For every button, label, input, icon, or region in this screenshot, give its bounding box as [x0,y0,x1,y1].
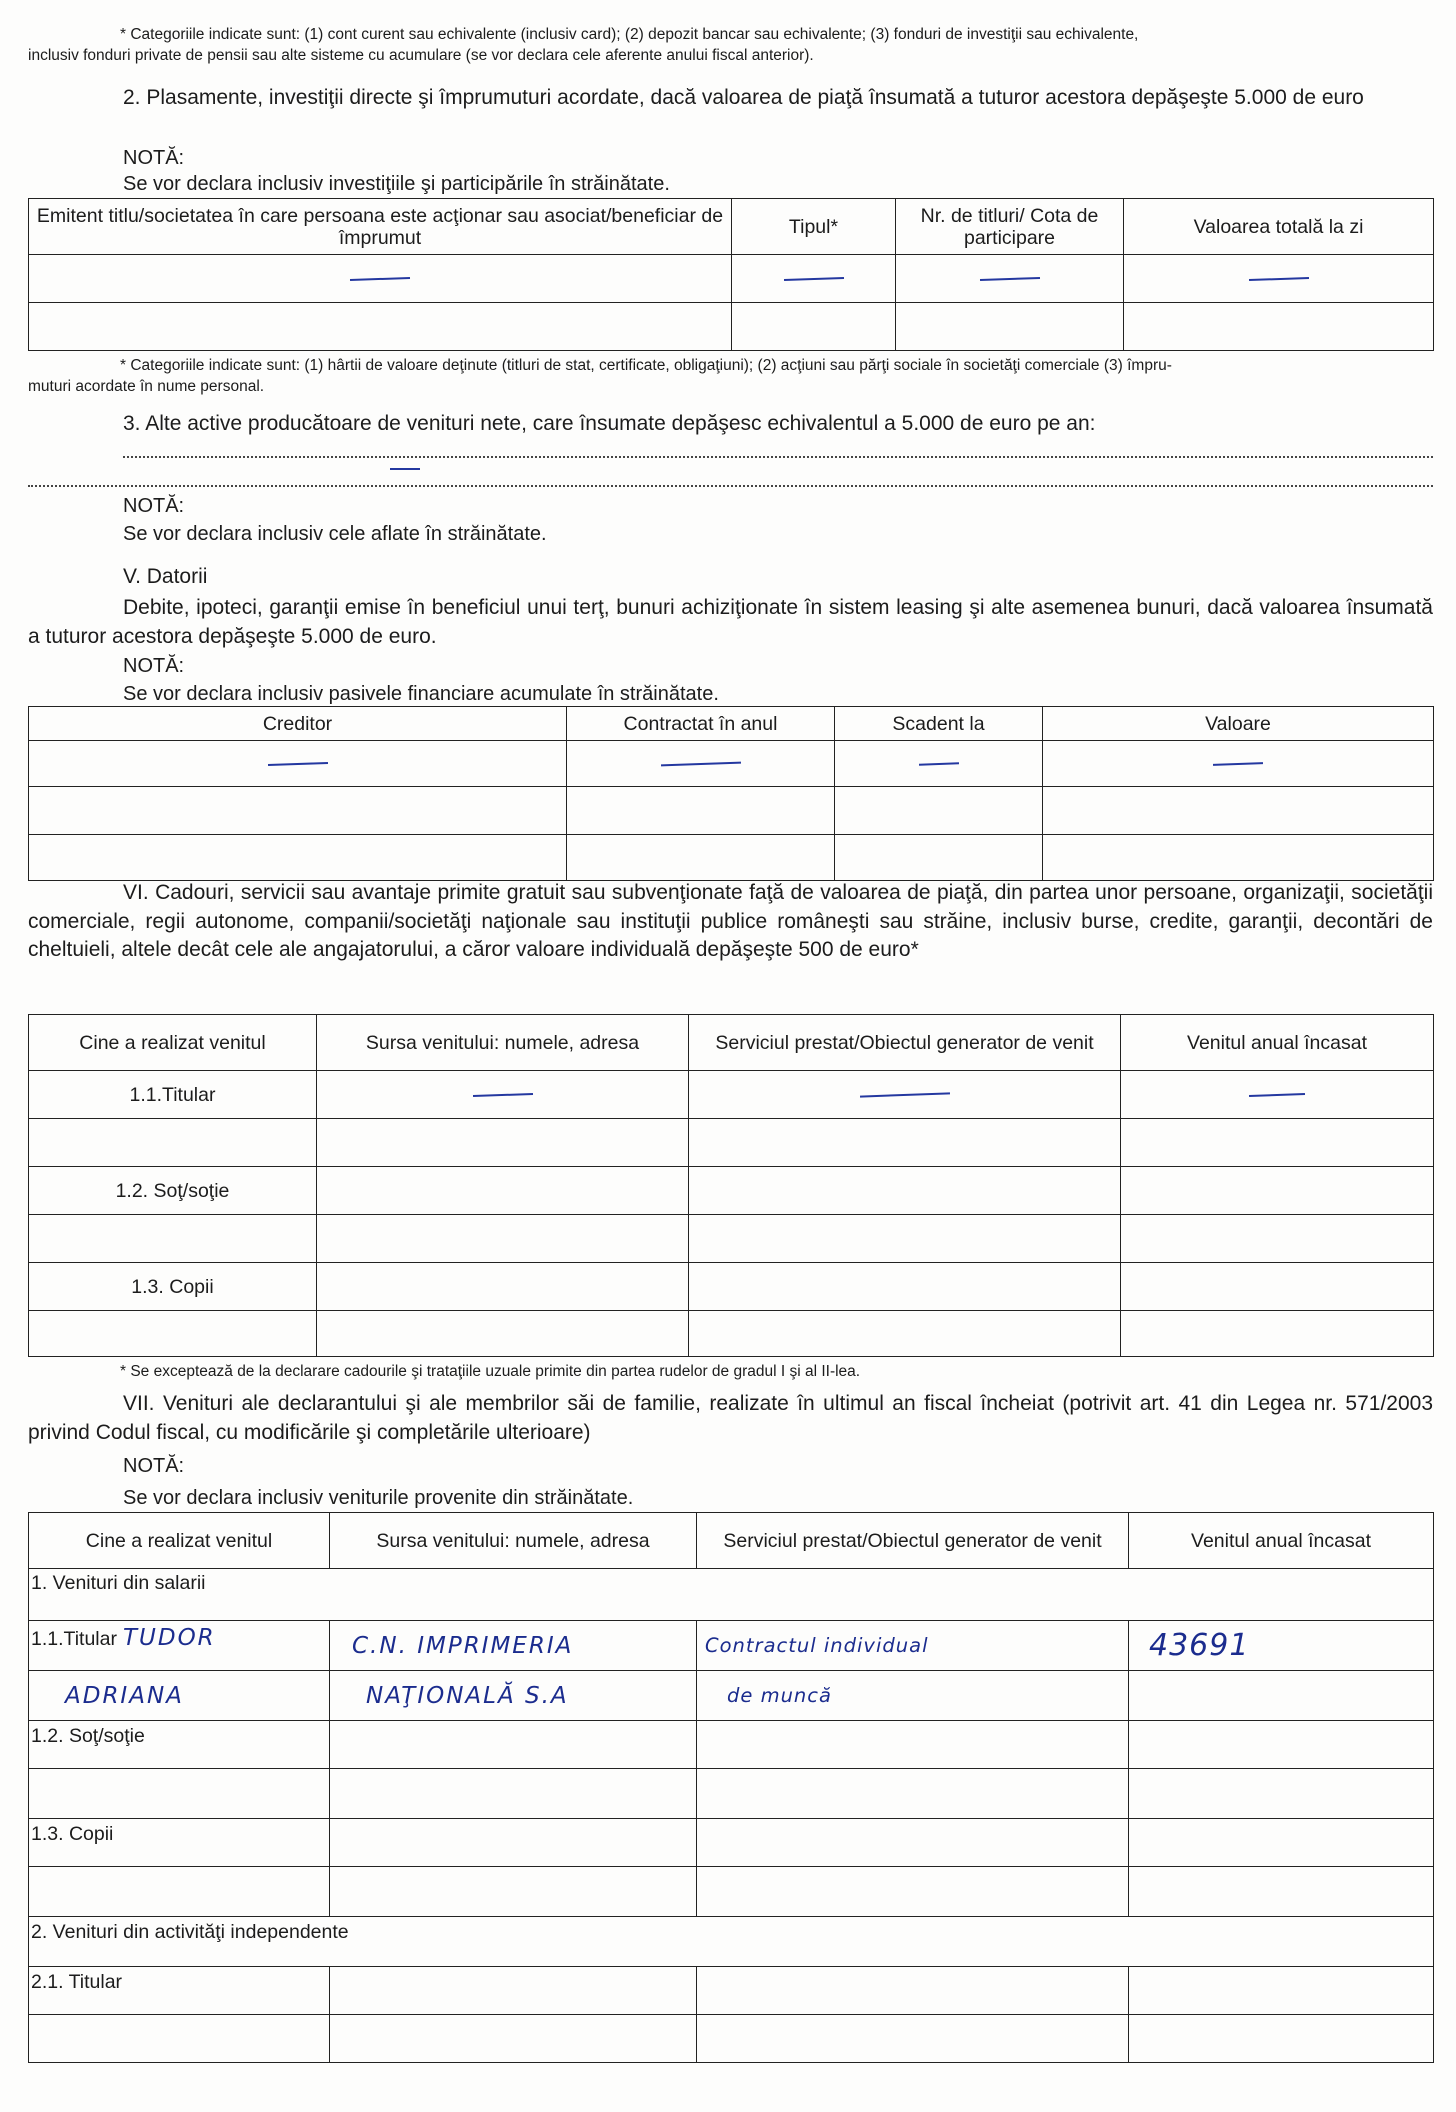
table-cell [330,2015,697,2063]
footnote-iv1-line1: * Categoriile indicate sunt: (1) cont curent sau echivalente (inclusiv card); (2) depozit bancar sau echivalente; (3) fonduri de investiţii sau echivalente, [120,26,1139,43]
section-iv2-nota-label: NOTĂ: [123,147,185,169]
handwritten-income: 43691 [1129,1621,1434,1671]
investments-header-issuer: Emitent titlu/societatea în care persoana este acţionar sau asociat/beneficiar de împrumut [29,199,732,255]
table-cell [1129,1967,1434,2015]
table-cell [835,835,1043,881]
handwritten-dash [1248,277,1308,281]
table-cell [29,1867,330,1917]
section-vii-nota-text: Se vor declara inclusiv veniturile provenite din străinătate. [123,1487,634,1509]
table-cell [697,1867,1129,1917]
handwritten-dash [660,762,740,767]
table-cell [697,1967,1129,2015]
handwritten-dash [979,277,1039,281]
handwritten-name-given: ADRIANA [29,1671,330,1721]
table-cell [317,1215,689,1263]
table-row [29,2015,1434,2063]
income-row-spouse: 1.2. Soţ/soţie [29,1721,330,1769]
table-row [29,741,1434,787]
table-cell [29,255,732,303]
table-cell [689,1167,1121,1215]
table-cell [1043,835,1434,881]
table-cell [835,741,1043,787]
table-cell [697,2015,1129,2063]
footnote-iv2-line2: muturi acordate în nume personal. [28,378,265,395]
section-iv2-heading: 2. Plasamente, investiţii directe şi împrumuturi acordate, dacă valoarea de piaţă însumată a tuturor acestora depăşeşte 5.000 de euro [123,86,1364,109]
debts-header-value: Valoare [1043,707,1434,741]
table-cell [1043,741,1434,787]
table-cell [697,1819,1129,1867]
table-cell [567,741,835,787]
gifts-header-source: Sursa venitului: numele, adresa [317,1015,689,1071]
table-row [29,1769,1434,1819]
table-cell [732,255,896,303]
table-row [29,255,1434,303]
table-cell [689,1215,1121,1263]
table-cell [697,1721,1129,1769]
table-cell [1121,1071,1434,1119]
income-row-titular-label: 1.1.Titular [31,1628,117,1650]
table-cell [29,741,567,787]
handwritten-dash [472,1093,532,1097]
footnote-iv1-line2: inclusiv fonduri private de pensii sau alte sisteme cu acumulare (se vor declara cele aferente anului fiscal anterior). [28,47,814,64]
table-cell [29,303,732,351]
dotted-line [123,456,1433,458]
table-cell [317,1119,689,1167]
table-row [29,1671,1434,1721]
table-cell [330,1967,697,2015]
table-row [29,1819,1434,1867]
table-cell [330,1769,697,1819]
income-header-source: Sursa venitului: numele, adresa [330,1513,697,1569]
handwritten-service-1: Contractul individual [697,1621,1129,1671]
debts-header-due: Scadent la [835,707,1043,741]
table-cell [1121,1263,1434,1311]
handwritten-dash [918,763,958,766]
gifts-row-spouse: 1.2. Soţ/soţie [29,1167,317,1215]
gifts-row-children: 1.3. Copii [29,1263,317,1311]
income-header-service: Serviciul prestat/Obiectul generator de venit [697,1513,1129,1569]
table-cell [29,1311,317,1357]
gifts-header-who: Cine a realizat venitul [29,1015,317,1071]
section-v-text: Debite, ipoteci, garanţii emise în beneficiul unui terţ, bunuri achiziţionate în sistem leasing şi alte asemenea bunuri, dacă valoarea însumată a tuturor acestora depăşeşte 5.000 de euro. [28,596,1433,648]
table-cell [689,1071,1121,1119]
table-row [29,1167,1434,1215]
debts-table [28,706,1434,881]
table-cell [896,303,1124,351]
table-cell [317,1167,689,1215]
table-cell [29,1119,317,1167]
income-group-salaries: 1. Venituri din salarii [29,1569,1434,1621]
gifts-table [28,1014,1434,1357]
table-row [29,1569,1434,1621]
table-cell [1124,255,1434,303]
income-row-titular2: 2.1. Titular [29,1967,330,2015]
handwritten-dash [1213,762,1263,766]
table-cell [567,787,835,835]
table-row [29,303,1434,351]
table-cell [1121,1311,1434,1357]
investments-header-count: Nr. de titluri/ Cota de participare [896,199,1124,255]
table-cell [29,1769,330,1819]
section-vii-text: VII. Venituri ale declarantului şi ale membrilor săi de familie, realizate în ultimul an fiscal încheiat (potrivit art. 41 din Legea nr. 571/2003 privind Codul fiscal, cu modificările şi completările ulterioare) [28,1392,1433,1444]
section-iv2-nota-text: Se vor declara inclusiv investiţiile şi participările în străinătate. [123,173,670,195]
section-vi-text: VI. Cadouri, servicii sau avantaje primite gratuit sau subvenţionate faţă de valoarea de piaţă, din partea unor persoane, organizaţii, societăţii comerciale, regii autonome, companii/societăţi naţionale sau instituţii publice româneşti sau străine, inclusiv burse, credite, garanţii, decontări de cheltuieli, altele decât cele ale angajatorului, a căror valoare individuală depăşeşte 500 de euro* [28,881,1433,961]
table-row [29,835,1434,881]
table-cell [835,787,1043,835]
section-v-nota-label: NOTĂ: [123,655,185,677]
table-cell [689,1263,1121,1311]
investments-header-type: Tipul* [732,199,896,255]
table-cell [689,1119,1121,1167]
table-cell [1129,1721,1434,1769]
table-cell [732,303,896,351]
investments-table [28,198,1434,351]
table-cell [567,835,835,881]
table-cell [29,835,567,881]
section-v-title: V. Datorii [123,565,208,588]
footnote-vi-text: * Se exceptează de la declarare cadourile şi trataţiile uzuale primite din partea rudelor de gradul I şi al II-lea. [120,1363,861,1380]
income-header-who: Cine a realizat venitul [29,1513,330,1569]
handwritten-dash [350,277,410,281]
gifts-header-service: Serviciul prestat/Obiectul generator de venit [689,1015,1121,1071]
table-row [29,1215,1434,1263]
table-cell [29,787,567,835]
table-row [29,1917,1434,1967]
table-cell [1129,2015,1434,2063]
handwritten-dash [859,1093,949,1098]
table-cell [1129,1819,1434,1867]
table-cell [29,1215,317,1263]
table-row [29,1071,1434,1119]
dotted-line [28,485,1433,487]
table-cell [317,1071,689,1119]
footnote-iv1 [28,24,1433,66]
handwritten-source-1: C.N. IMPRIMERIA [330,1621,697,1671]
table-row [29,1621,1434,1671]
table-cell [1121,1215,1434,1263]
handwritten-source-2: NAŢIONALĂ S.A [330,1671,697,1721]
section-iv3-nota-text: Se vor declara inclusiv cele aflate în străinătate. [123,523,547,545]
income-header-income: Venitul anual încasat [1129,1513,1434,1569]
handwritten-name-surname: TUDOR [122,1625,216,1651]
table-cell [1129,1769,1434,1819]
table-row [29,1311,1434,1357]
table-row [29,1721,1434,1769]
table-cell [330,1867,697,1917]
table-cell [1121,1167,1434,1215]
table-cell [896,255,1124,303]
section-iv3-nota-label: NOTĂ: [123,495,185,517]
table-cell [317,1311,689,1357]
footnote-iv2 [28,355,1433,397]
table-cell [29,2015,330,2063]
table-cell [1124,303,1434,351]
table-cell [1043,787,1434,835]
table-cell [689,1311,1121,1357]
table-cell [317,1263,689,1311]
section-v-nota-text: Se vor declara inclusiv pasivele financiare acumulate în străinătate. [123,683,719,705]
table-row [29,1867,1434,1917]
section-vii-nota-label: NOTĂ: [123,1455,185,1477]
handwritten-dash [390,468,420,470]
table-cell [1129,1671,1434,1721]
table-cell [330,1819,697,1867]
table-cell [330,1721,697,1769]
table-cell [697,1769,1129,1819]
income-row-children: 1.3. Copii [29,1819,330,1867]
table-row [29,1119,1434,1167]
footnote-vi [28,1361,1433,1382]
table-row [29,787,1434,835]
handwritten-dash [783,277,843,281]
section-iv3-heading: 3. Alte active producătoare de venituri nete, care însumate depăşesc echivalentul a 5.000 de euro pe an: [123,412,1096,435]
handwritten-service-2: de muncă [697,1671,1129,1721]
table-row [29,1263,1434,1311]
gifts-row-titular: 1.1.Titular [29,1071,317,1119]
table-cell [1129,1867,1434,1917]
income-table [28,1512,1434,2063]
handwritten-dash [1249,1093,1305,1097]
table-row [29,1967,1434,2015]
table-cell [1121,1119,1434,1167]
handwritten-dash [267,762,327,766]
income-group-independent: 2. Venituri din activităţi independente [29,1917,1434,1967]
debts-header-year: Contractat în anul [567,707,835,741]
income-row-titular [29,1621,330,1671]
footnote-iv2-line1: * Categoriile indicate sunt: (1) hârtii de valoare deţinute (titluri de stat, certificate, obligaţiuni); (2) acţiuni sau părţi sociale în societăţi comerciale (3) împru- [120,357,1172,374]
debts-header-creditor: Creditor [29,707,567,741]
gifts-header-income: Venitul anual încasat [1121,1015,1434,1071]
investments-header-value: Valoarea totală la zi [1124,199,1434,255]
